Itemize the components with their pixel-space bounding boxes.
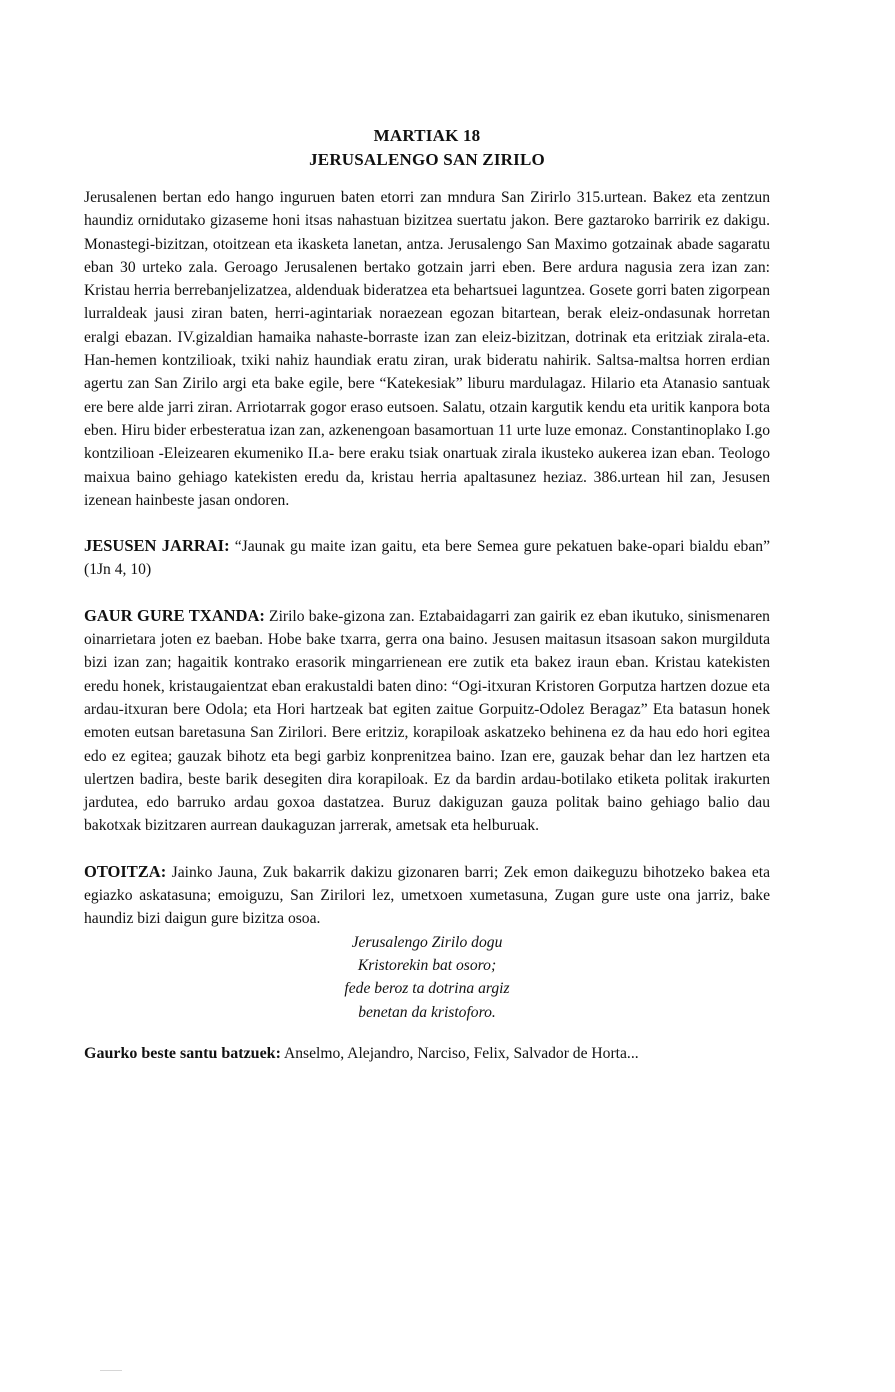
poem-line: benetan da kristoforo.: [358, 1003, 496, 1021]
poem-line: fede beroz ta dotrina argiz: [344, 980, 510, 998]
poem: [84, 931, 770, 1024]
scan-mark: [100, 1370, 122, 1371]
jesusen-jarrai-text: “Jaunak gu maite izan gaitu, eta bere Semea gure pekatuen bake-opari bialdu eban” (1Jn 4, 10): [84, 538, 770, 579]
other-saints-label: Gaurko beste santu batzuek:: [84, 1044, 281, 1062]
otoitza-text: Jainko Jauna, Zuk bakarrik dakizu gizonaren barri; Zek emon daikeguzu bihotzeko bakea eta egiazko askatasuna; emoiguzu, San Zirilori lez, umetxoen xumetasuna, Zugan gure uste ona jarriz, bake haundiz bizi daigun gure bizitza osoa.: [84, 863, 770, 928]
jesusen-jarrai-label: JESUSEN JARRAI:: [84, 536, 230, 556]
poem-line: Jerusalengo Zirilo dogu: [351, 933, 503, 951]
biography-paragraph: Jerusalenen bertan edo hango inguruen baten etorri zan mndura San Zirirlo 315.urtean. Bakez eta zentzun haundiz ornidutako gizaseme honi itsas nahastuan bizitzea suertatu jakon. Bere gaztaroko barririk ez dakigu. Monastegi-bizitzan, otoitzean eta ikasketa lanetan, antza. Jerusalengo San Maximo gotzainak abade sagaratu eban 30 urteko zala. Geroago Jerusalenen bertako gotzain jarri eben. Bere ardura nagusia zera izan zan: Kristau herria berrebanjelizatzea, aldenduak bideratzea eta behartsuei laguntzea. Gosete gorri baten zigorpean lurraldeak jausi ziran baten, herri-agintariak noraezean egozan bitartean, berak eleiz-ondasunak horretan eralgi ebazan. IV.gizaldian hamaika nahaste-borraste izan zan eleiz-bizitzan, dotrinak eta eritziak zirala-eta. Han-hemen kontzilioak, txiki nahiz haundiak eratu ziran, urak bideratu nahirik. Saltsa-maltsa horren erdian agertu zan San Zirilo argi eta bake egile, bere “Katekesiak” liburu mardulagaz. Hilario eta Atanasio santuak ere bere alde jarri ziran. Arriotarrak gogor eraso eutsoen. Salatu, otzain kargutik kendu eta uritik kanpora bota eben. Hiru bider erbesteratua izan zan, azkenengoan basamortuan 11 urte luze emonaz. Constantinoplako I.go kontzilioan -Eleizearen ekumeniko II.a- bere eraku tsiak onartuak zirala ikusteko aukerea izan eban. Teologo maixua baino gehiago katekisten eredu da, kristau herria apaltasunez heziaz. 386.urtean hil zan, Jesusen izenean hainbeste jasan ondoren.: [84, 189, 770, 509]
poem-line: Kristorekin bat osoro;: [357, 956, 497, 974]
date-heading: MARTIAK 18: [373, 126, 481, 145]
document-page: [84, 124, 770, 1065]
jesusen-jarrai-section: [84, 534, 770, 582]
saint-title: JERUSALENGO SAN ZIRILO: [309, 150, 545, 169]
otoitza-section: [84, 860, 770, 1024]
other-saints-text: Anselmo, Alejandro, Narciso, Felix, Salvador de Horta...: [280, 1044, 639, 1062]
other-saints-section: [84, 1042, 770, 1065]
gaur-gure-txanda-label: GAUR GURE TXANDA:: [84, 605, 265, 625]
gaur-gure-txanda-section: [84, 604, 770, 838]
otoitza-label: OTOITZA:: [84, 861, 167, 881]
page-header: [84, 124, 770, 172]
gaur-gure-txanda-text: Zirilo bake-gizona zan. Eztabaidagarri zan gairik ez eban ikutuko, sinismenaren oinarrietara joten ez baeban. Hobe bake txarra, gerra ona baino. Jesusen maitasun itsasoan sakon murgilduta bizi izan zan; hagaitik kontrako erasorik mingarrienean ere zutik eta bakez iraun eban. Kristau katekisten eredu honek, kristaugaientzat eban erakustaldi baten dino: “Ogi-itxuran Kristoren Gorputza hartzen dozue eta ardau-itxuran bere Odola; eta Hori hartzeak bat egiten zaitue Gorpuitz-Odolez Beragaz” Eta batasun honek emoten eutsan baretasuna San Zirilori. Bere eritziz, korapiloak askatzeko behinena ez da hau edo hori egitea edo ez egitea; gauzak bihotz eta begi garbiz konprenitzea baino. Izan ere, gauzak behar dan lez hartzen eta ulertzen badira, beste barik desegiten dira korapiloak. Ez da bardin ardau-botilako etiketa politak irakurten jardutea, edo barruko ardau goxoa dastatzea. Buruz dakiguzan gauza politak baino gehiago balio dau bakotxak bizitzaren aurrean daukaguzan jarrerak, ametsak eta helburuak.: [84, 607, 770, 835]
